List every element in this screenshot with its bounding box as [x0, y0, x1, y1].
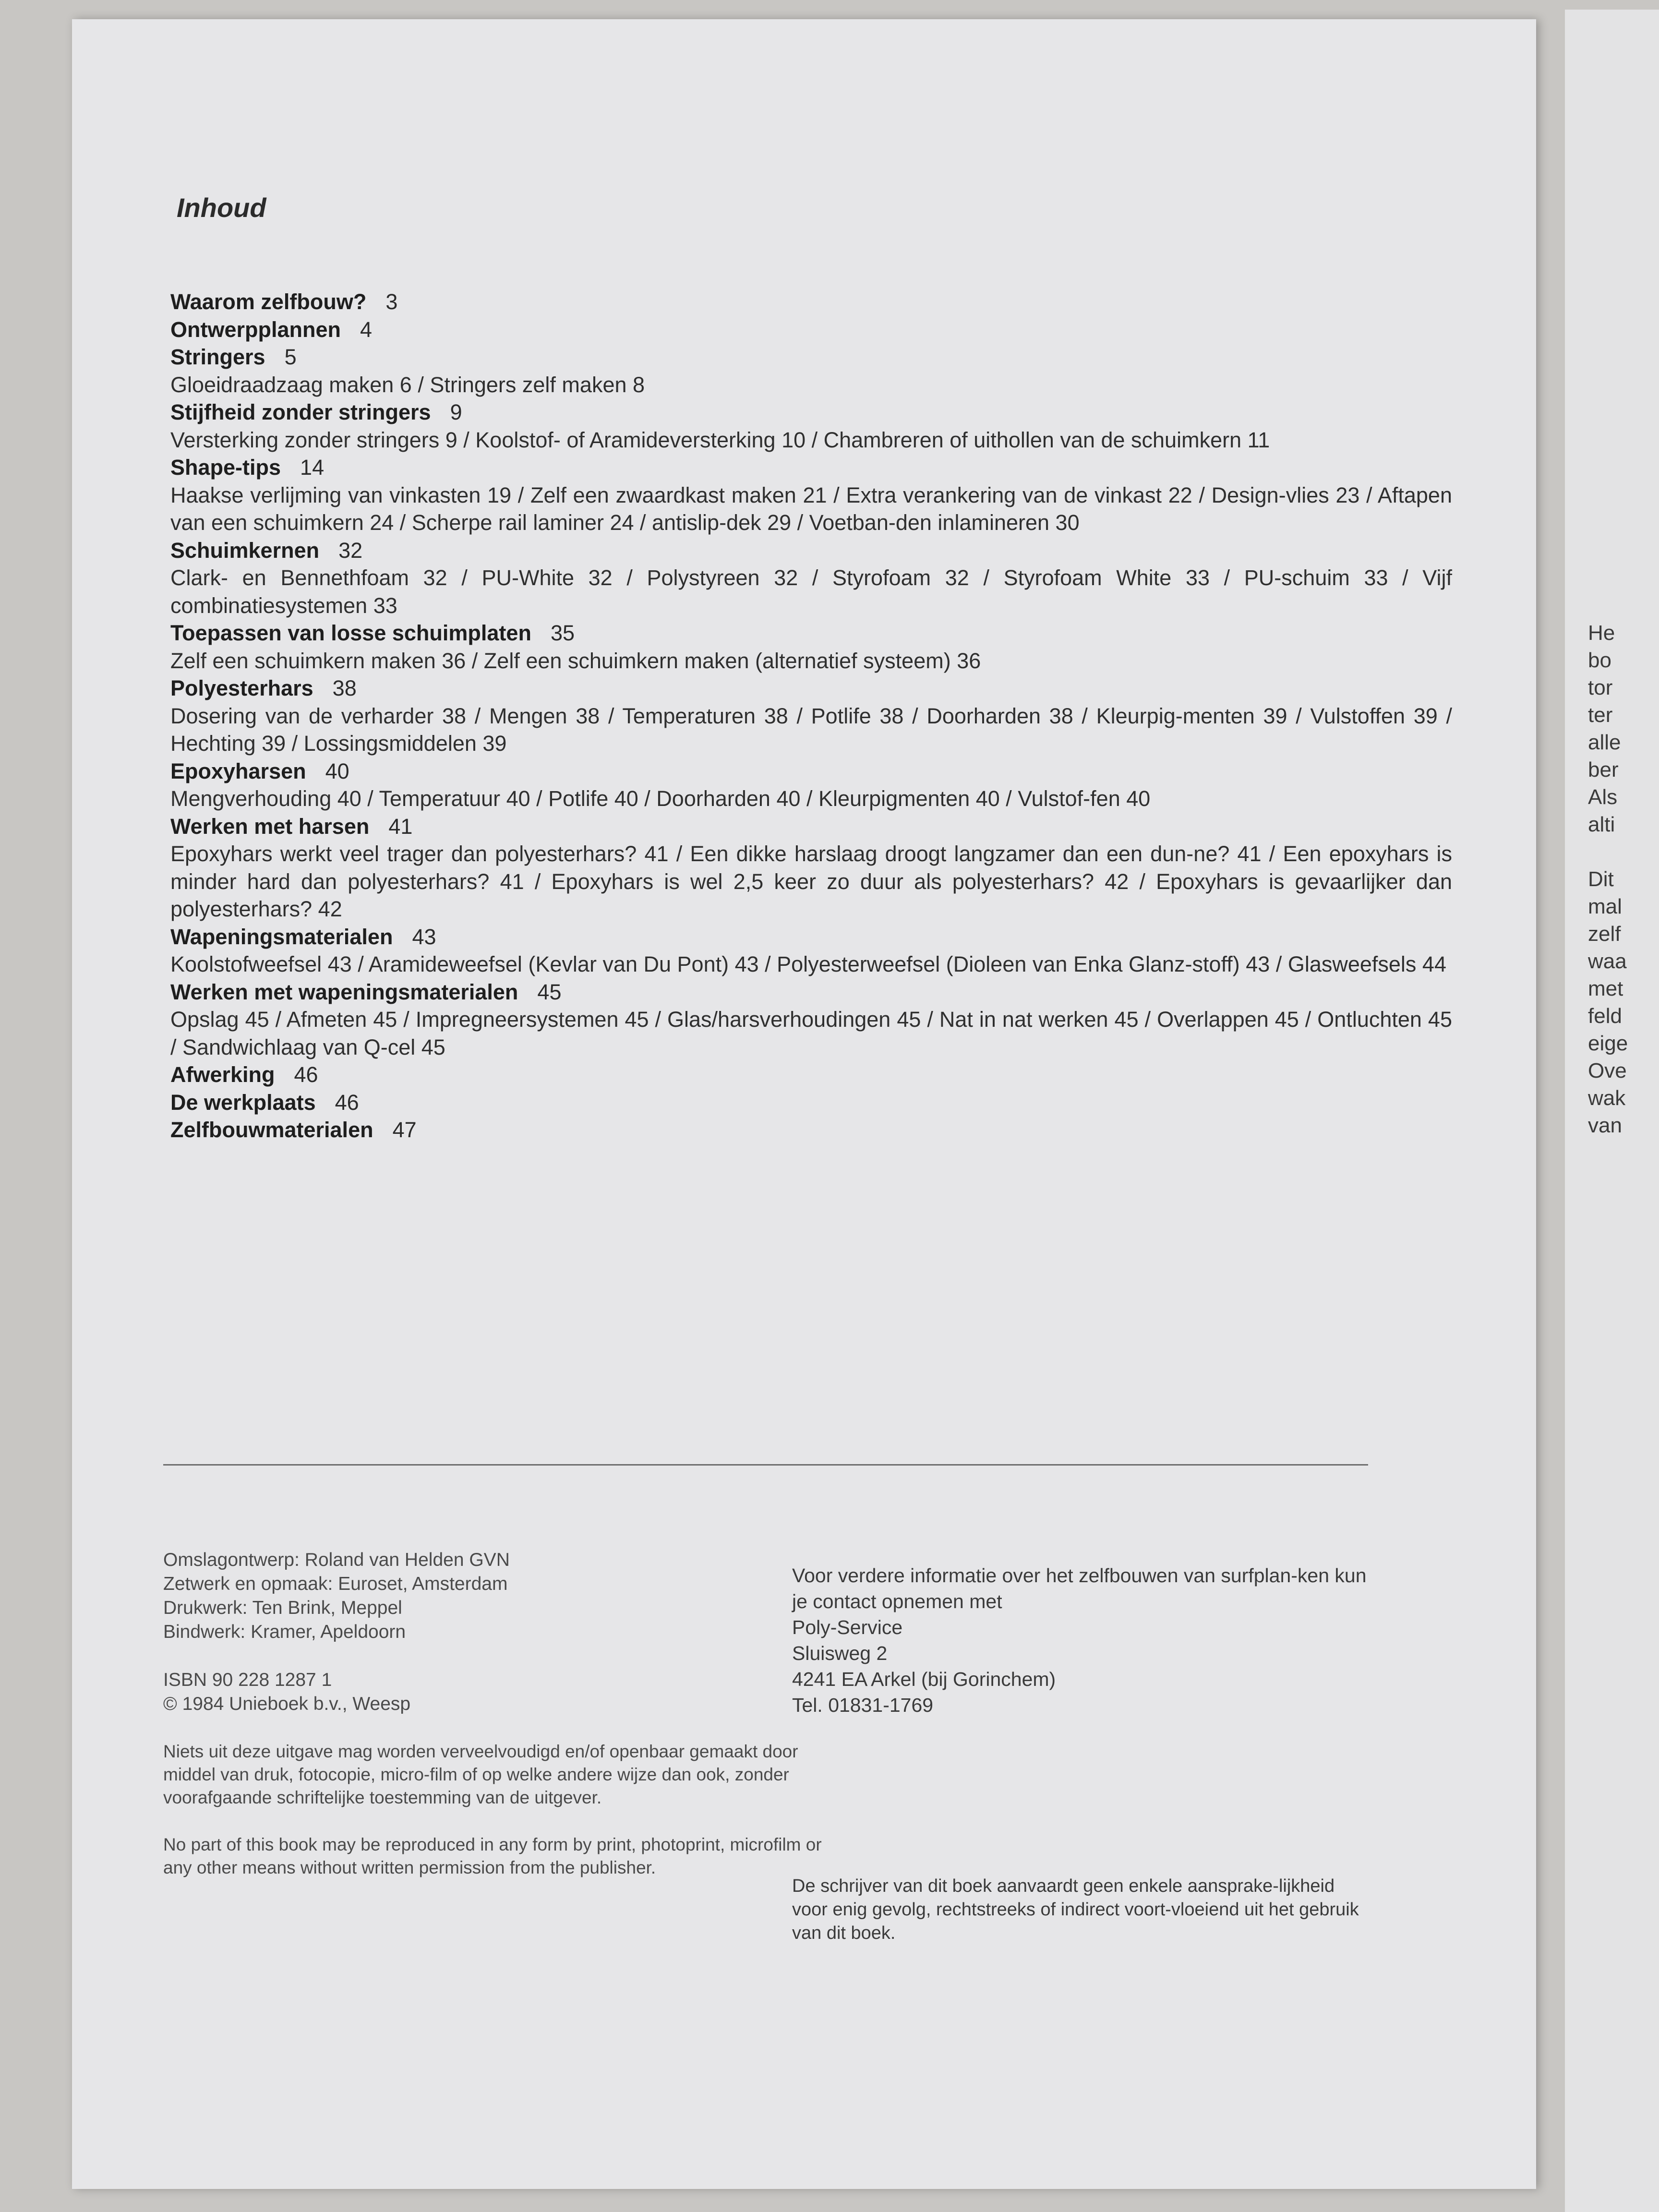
chapter-subsections: Epoxyhars werkt veel trager dan polyesterhars? 41 / Een dikke harslaag droogt langzamer dan een dun-ne? 41 / Een epoxyhars is minder hard dan polyesterhars? 41 / Epoxyhars is wel 2,5 keer zo duur als polyesterhars? 42 / Epoxyhars is gevaarlijker dan polyesterhars? 42	[170, 842, 1452, 921]
chapter-page: 14	[300, 455, 325, 480]
chapter-subsections: Gloeidraadzaag maken 6 / Stringers zelf maken 8	[170, 372, 645, 397]
chapter-subsections: Dosering van de verharder 38 / Mengen 38 / Temperaturen 38 / Potlife 38 / Doorharden 38 / Kleurpig-menten 39 / Vulstoffen 39 / Hechting 39 / Lossingsmiddelen 39	[170, 703, 1452, 756]
chapter-page: 47	[392, 1118, 417, 1142]
contact-street: Sluisweg 2	[792, 1642, 888, 1664]
credit-line: Drukwerk: Ten Brink, Meppel	[163, 1598, 402, 1618]
chapter-title: De werkplaats	[170, 1090, 316, 1115]
chapter-subsections: Zelf een schuimkern maken 36 / Zelf een schuimkern maken (alternatief systeem) 36	[170, 648, 981, 673]
contact-phone: Tel. 01831-1769	[792, 1694, 934, 1716]
chapter-subsections: Koolstofweefsel 43 / Aramideweefsel (Kevlar van Du Pont) 43 / Polyesterweefsel (Dioleen van Enka Glanz-stoff) 43 / Glasweefsels 44	[170, 952, 1446, 976]
chapter-page: 9	[450, 400, 462, 424]
chapter-title: Toepassen van losse schuimplaten	[170, 621, 531, 645]
toc-title: Inhoud	[177, 192, 266, 223]
chapter-page: 35	[550, 621, 575, 645]
chapter-title: Polyesterhars	[170, 676, 313, 700]
chapter-page: 46	[294, 1062, 318, 1087]
contact-company: Poly-Service	[792, 1616, 903, 1638]
toc-entry	[170, 316, 1452, 344]
chapter-title: Werken met wapeningsmaterialen	[170, 979, 518, 1004]
toc-entry	[170, 674, 1452, 757]
disclaimer: De schrijver van dit boek aanvaardt geen enkele aansprake-lijkheid voor enig gevolg, rechtstreeks of indirect voort-vloeiend uit het gebruik van dit boek.	[792, 1876, 1359, 1943]
toc-entry	[170, 619, 1452, 674]
chapter-page: 46	[335, 1090, 359, 1115]
chapter-page: 4	[360, 317, 373, 342]
toc-entry	[170, 454, 1452, 537]
colophon	[163, 1548, 826, 1879]
divider-line	[163, 1464, 1368, 1466]
chapter-title: Epoxyharsen	[170, 758, 306, 783]
toc-entry	[170, 757, 1452, 813]
chapter-title: Stringers	[170, 345, 265, 369]
chapter-title: Schuimkernen	[170, 538, 320, 563]
chapter-title: Zelfbouwmaterialen	[170, 1118, 373, 1142]
chapter-page: 41	[388, 814, 413, 839]
contact-intro: Voor verdere informatie over het zelfbouwen van surfplan-ken kun je contact opnemen met	[792, 1564, 1367, 1612]
chapter-title: Waarom zelfbouw?	[170, 289, 367, 314]
chapter-title: Ontwerpplannen	[170, 317, 341, 342]
chapter-page: 40	[325, 758, 349, 783]
credit-line: Zetwerk en opmaak: Euroset, Amsterdam	[163, 1574, 508, 1594]
credit-line: Omslagontwerp: Roland van Helden GVN	[163, 1550, 510, 1570]
chapter-subsections: Clark- en Bennethfoam 32 / PU-White 32 / Polystyreen 32 / Styrofoam 32 / Styrofoam White 33 / PU-schuim 33 / Vijf combinatiesystemen 33	[170, 565, 1452, 618]
isbn: ISBN 90 228 1287 1	[163, 1670, 332, 1690]
toc-entry	[170, 813, 1452, 923]
chapter-title: Afwerking	[170, 1062, 275, 1087]
chapter-page: 38	[332, 676, 357, 700]
toc-entry	[170, 923, 1452, 978]
chapter-title: Wapeningsmaterialen	[170, 924, 393, 949]
toc-entry	[170, 978, 1452, 1061]
chapter-subsections: Haakse verlijming van vinkasten 19 / Zelf een zwaardkast maken 21 / Extra verankering van de vinkast 22 / Design-vlies 23 / Aftapen van een schuimkern 24 / Scherpe rail laminer 24 / antislip-dek 29 / Voetban-den inlamineren 30	[170, 482, 1452, 535]
chapter-title: Shape-tips	[170, 455, 281, 480]
adjacent-page-text: He bo tor ter alle ber Als alti Dit mal zelf waa met feld eige Ove wak van	[1588, 621, 1628, 1137]
toc-entry	[170, 1061, 1452, 1089]
chapter-title: Werken met harsen	[170, 814, 370, 839]
notice-english: No part of this book may be reproduced in any form by print, photoprint, microfilm or any other means without written permission from the publisher.	[163, 1835, 822, 1877]
notice-dutch: Niets uit deze uitgave mag worden verveelvoudigd en/of openbaar gemaakt door middel van druk, fotocopie, micro-film of op welke andere wijze dan ook, zonder voorafgaande schriftelijke toestemming van de uitgever.	[163, 1742, 798, 1807]
adjacent-page	[1565, 10, 1659, 2212]
chapter-page: 45	[537, 979, 562, 1004]
toc-entry	[170, 1089, 1452, 1117]
chapter-subsections: Opslag 45 / Afmeten 45 / Impregneersystemen 45 / Glas/harsverhoudingen 45 / Nat in nat werken 45 / Overlappen 45 / Ontluchten 45 / Sandwichlaag van Q-cel 45	[170, 1007, 1452, 1059]
chapter-subsections: Versterking zonder stringers 9 / Koolstof- of Aramideversterking 10 / Chambreren of uithollen van de schuimkern 11	[170, 427, 1270, 452]
table-of-contents	[170, 288, 1452, 1144]
contact-city: 4241 EA Arkel (bij Gorinchem)	[792, 1668, 1056, 1690]
chapter-subsections: Mengverhouding 40 / Temperatuur 40 / Potlife 40 / Doorharden 40 / Kleurpigmenten 40 / Vulstof-fen 40	[170, 786, 1151, 811]
credit-line: Bindwerk: Kramer, Apeldoorn	[163, 1622, 406, 1642]
toc-entry	[170, 343, 1452, 398]
toc-entry	[170, 1116, 1452, 1144]
copyright: © 1984 Unieboek b.v., Weesp	[163, 1694, 411, 1714]
chapter-page: 32	[338, 538, 363, 563]
chapter-page: 3	[385, 289, 398, 314]
toc-entry	[170, 537, 1452, 620]
chapter-page: 43	[412, 924, 436, 949]
contact-info	[792, 1563, 1368, 1718]
chapter-page: 5	[284, 345, 297, 369]
toc-entry	[170, 398, 1452, 454]
chapter-title: Stijfheid zonder stringers	[170, 400, 431, 424]
toc-entry	[170, 288, 1452, 316]
